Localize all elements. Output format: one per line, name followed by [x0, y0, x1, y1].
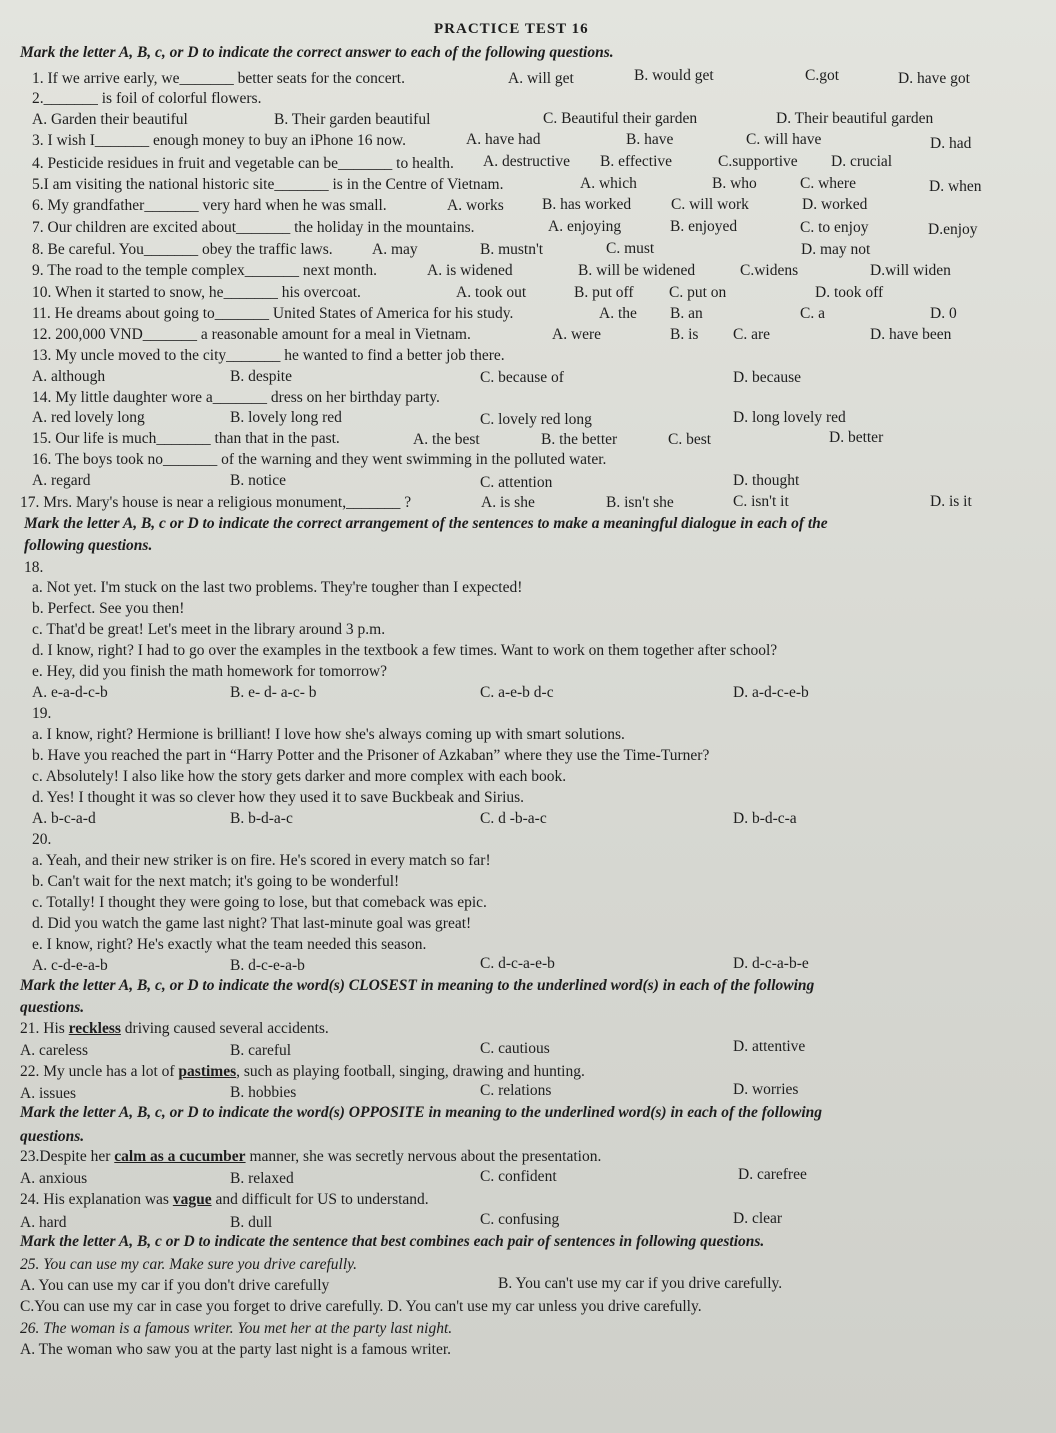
option-b[interactable]: B. dull — [230, 1214, 273, 1231]
question-stem: 11. He dreams about going to_______ United States of America for his study. — [32, 305, 514, 322]
option-a[interactable]: A. will get — [508, 70, 574, 87]
question-stem: 25. You can use my car. Make sure you drive carefully. — [20, 1256, 358, 1273]
option-c[interactable]: C. to enjoy — [800, 219, 869, 236]
stem-text: manner, she was secretly nervous about the presentation. — [245, 1148, 602, 1165]
dialogue-line: a. Yeah, and their new striker is on fire. He's scored in every match so far! — [32, 852, 491, 869]
section4-instruction: questions. — [20, 1128, 85, 1145]
option-a[interactable]: A. e-a-d-c-b — [32, 684, 108, 701]
option-b[interactable]: B. mustn't — [480, 241, 544, 258]
option-a[interactable]: A. may — [372, 241, 418, 258]
section2-instruction: Mark the letter A, B, c or D to indicate the correct arrangement of the sentences to make a meaningful dialogue in each of the — [24, 515, 828, 532]
option-a[interactable]: A. is widened — [427, 262, 513, 279]
dialogue-line: d. I know, right? I had to go over the examples in the textbook a few times. Want to work on them together after school? — [32, 642, 778, 659]
option-c[interactable]: C. d -b-a-c — [480, 810, 547, 827]
option-d[interactable]: D. worked — [802, 196, 868, 213]
option-c[interactable]: C. are — [733, 326, 771, 343]
option-c[interactable]: C. lovely red long — [480, 411, 592, 428]
stem-text: 23.Despite her — [20, 1148, 115, 1165]
option-d[interactable]: D. crucial — [831, 153, 893, 170]
underlined-word: vague — [172, 1191, 212, 1208]
question-stem: 26. The woman is a famous writer. You met her at the party last night. — [20, 1320, 453, 1337]
section4-instruction: Mark the letter A, B, c, or D to indicate the word(s) OPPOSITE in meaning to the underlined word(s) in each of the following — [20, 1104, 823, 1121]
section5-instruction: Mark the letter A, B, c or D to indicate the sentence that best combines each pair of sentences in following questions. — [20, 1233, 765, 1250]
option-b[interactable]: B. isn't she — [606, 494, 674, 511]
option-d[interactable]: D. may not — [801, 241, 871, 258]
option-d[interactable]: D. clear — [733, 1210, 783, 1227]
page-title: PRACTICE TEST 16 — [434, 21, 589, 37]
option-a[interactable]: A. The woman who saw you at the party last night is a famous writer. — [20, 1341, 452, 1358]
stem-text: driving caused several accidents. — [120, 1020, 329, 1037]
option-a[interactable]: A. issues — [20, 1085, 76, 1102]
stem-text: 21. His — [20, 1020, 69, 1037]
option-d[interactable]: D. carefree — [738, 1166, 807, 1183]
dialogue-line: e. Hey, did you finish the math homework for tomorrow? — [32, 663, 387, 680]
option-b[interactable]: B. effective — [600, 153, 673, 170]
question-stem: 7. Our children are excited about_______ the holiday in the mountains. — [32, 219, 475, 236]
question-stem: 2._______ is foil of colorful flowers. — [32, 90, 262, 107]
option-d[interactable]: D.will widen — [870, 262, 951, 279]
option-d[interactable]: D. is it — [930, 493, 972, 510]
option-c[interactable]: C. confident — [480, 1168, 557, 1185]
option-b[interactable]: B. has worked — [542, 196, 632, 213]
question-stem: 4. Pesticide residues in fruit and vegetable can be_______ to health. — [32, 155, 454, 172]
option-c[interactable]: C. a — [800, 305, 825, 322]
question-stem: 17. Mrs. Mary's house is near a religious monument,_______ ? — [20, 494, 412, 511]
question-number: 19. — [32, 705, 52, 722]
option-d[interactable]: D. Their beautiful garden — [776, 110, 934, 127]
question-stem — [20, 1020, 329, 1038]
dialogue-line: c. Totally! I thought they were going to lose, but that comeback was epic. — [32, 894, 487, 911]
question-number: 20. — [32, 831, 52, 848]
dialogue-line: a. Not yet. I'm stuck on the last two problems. They're tougher than I expected! — [32, 579, 523, 596]
section3-instruction: questions. — [20, 999, 85, 1016]
option-b[interactable]: B. careful — [230, 1042, 292, 1059]
option-d[interactable]: D. had — [930, 135, 972, 152]
option-b[interactable]: B. relaxed — [230, 1170, 294, 1187]
dialogue-line: c. That'd be great! Let's meet in the library around 3 p.m. — [32, 621, 386, 638]
option-a[interactable]: A. careless — [20, 1042, 88, 1059]
option-d[interactable]: D. because — [733, 369, 801, 386]
option-a[interactable]: A. c-d-e-a-b — [32, 957, 108, 974]
section2-instruction: following questions. — [24, 537, 153, 554]
option-c[interactable]: C. best — [668, 431, 712, 448]
option-a[interactable]: A. the best — [413, 431, 480, 448]
option-d[interactable]: D. have got — [898, 70, 970, 87]
option-b[interactable]: B. Their garden beautiful — [274, 111, 431, 128]
option-a[interactable]: A. enjoying — [548, 218, 622, 235]
question-stem: 9. The road to the temple complex_______ next month. — [32, 262, 377, 279]
option-d[interactable]: D. attentive — [733, 1038, 806, 1055]
section3-instruction: Mark the letter A, B, c, or D to indicate the word(s) CLOSEST in meaning to the underlined word(s) in each of the following — [20, 977, 815, 994]
option-a[interactable]: A. have had — [466, 131, 541, 148]
dialogue-line: d. Yes! I thought it was so clever how they used it to save Buckbeak and Sirius. — [32, 789, 525, 806]
option-a[interactable]: A. which — [580, 175, 637, 192]
question-stem: 12. 200,000 VND_______ a reasonable amount for a meal in Vietnam. — [32, 326, 471, 343]
option-b[interactable]: B. would get — [634, 67, 714, 84]
question-stem — [20, 1148, 601, 1166]
option-c[interactable]: C.got — [805, 67, 840, 84]
option-b[interactable]: B. You can't use my car if you drive carefully. — [498, 1275, 783, 1292]
option-b[interactable]: B. will be widened — [578, 262, 696, 279]
option-d[interactable]: D. 0 — [930, 305, 957, 322]
option-d[interactable]: D. took off — [815, 284, 884, 301]
option-d[interactable]: D.enjoy — [928, 221, 978, 238]
question-stem: 6. My grandfather_______ very hard when he was small. — [32, 197, 387, 214]
option-c[interactable]: C. will work — [671, 196, 749, 213]
question-stem: 14. My little daughter wore a_______ dress on her birthday party. — [32, 389, 440, 406]
option-c[interactable]: C. confusing — [480, 1211, 560, 1228]
option-b[interactable]: B. who — [712, 175, 757, 192]
stem-text: 22. My uncle has a lot of — [20, 1063, 179, 1080]
option-b[interactable]: B. the better — [541, 431, 618, 448]
option-a[interactable]: A. regard — [32, 472, 91, 489]
option-c[interactable]: C. attention — [480, 474, 553, 491]
option-c[interactable]: C. Beautiful their garden — [543, 110, 698, 127]
option-b[interactable]: B. despite — [230, 368, 292, 385]
option-d[interactable]: D. b-d-c-a — [733, 810, 797, 827]
option-d[interactable]: D. have been — [870, 326, 952, 343]
option-d[interactable]: D. long lovely red — [733, 409, 846, 426]
option-a[interactable]: A. anxious — [20, 1170, 88, 1187]
option-a[interactable]: A. hard — [20, 1214, 67, 1231]
option-b[interactable]: B. an — [670, 305, 703, 322]
stem-text: , such as playing football, singing, drawing and hunting. — [236, 1063, 585, 1080]
option-c[interactable]: C. where — [800, 175, 856, 192]
option-a[interactable]: A. destructive — [483, 153, 570, 170]
option-c[interactable]: C.supportive — [718, 153, 798, 170]
option-b[interactable]: B. b-d-a-c — [230, 810, 293, 827]
option-c[interactable]: C. will have — [746, 131, 822, 148]
option-a[interactable]: A. is she — [481, 494, 535, 511]
underlined-word: reckless — [68, 1020, 121, 1037]
stem-text: and difficult for US to understand. — [211, 1191, 429, 1208]
question-stem — [20, 1063, 585, 1081]
underlined-word: pastimes — [178, 1063, 237, 1080]
question-stem: 1. If we arrive early, we_______ better seats for the concert. — [32, 70, 405, 87]
option-c[interactable]: C. d-c-a-e-b — [480, 955, 555, 972]
option-c[interactable]: C. isn't it — [733, 493, 789, 510]
option-b[interactable]: B. notice — [230, 472, 286, 489]
dialogue-line: d. Did you watch the game last night? That last-minute goal was great! — [32, 915, 472, 932]
option-a[interactable]: A. were — [552, 326, 602, 343]
question-stem: 5.I am visiting the national historic site_______ is in the Centre of Vietnam. — [32, 176, 504, 193]
option-d[interactable]: D. worries — [733, 1081, 799, 1098]
option-a[interactable]: A. Garden their beautiful — [32, 111, 188, 128]
option-a[interactable]: A. b-c-a-d — [32, 810, 96, 827]
option-c[interactable]: C. because of — [480, 369, 564, 386]
option-b[interactable]: B. have — [626, 131, 674, 148]
question-stem: 15. Our life is much_______ than that in the past. — [32, 430, 340, 447]
option-a[interactable]: A. the — [599, 305, 637, 322]
option-b[interactable]: B. is — [670, 326, 699, 343]
underlined-word: calm as a cucumber — [114, 1148, 246, 1165]
dialogue-line: c. Absolutely! I also like how the story gets darker and more complex with each book. — [32, 768, 567, 785]
option-b[interactable]: B. d-c-e-a-b — [230, 957, 305, 974]
option-c[interactable]: C. cautious — [480, 1040, 550, 1057]
question-stem: 3. I wish I_______ enough money to buy an iPhone 16 now. — [32, 132, 406, 149]
option-c-d[interactable]: C.You can use my car in case you forget to drive carefully. D. You can't use my car unless you drive carefully. — [20, 1298, 702, 1315]
option-c[interactable]: C. put on — [669, 284, 727, 301]
section1-instruction: Mark the letter A, B, c, or D to indicate the correct answer to each of the following questions. — [20, 44, 614, 61]
option-b[interactable]: B. lovely long red — [230, 409, 342, 426]
option-d[interactable]: D. when — [929, 178, 982, 195]
dialogue-line: a. I know, right? Hermione is brilliant! I love how she's always coming up with smart solutions. — [32, 726, 625, 743]
dialogue-line: b. Can't wait for the next match; it's going to be wonderful! — [32, 873, 400, 890]
option-d[interactable]: D. d-c-a-b-e — [733, 955, 809, 972]
option-b[interactable]: B. put off — [574, 284, 634, 301]
stem-text: 24. His explanation was — [20, 1191, 173, 1208]
dialogue-line: e. I know, right? He's exactly what the team needed this season. — [32, 936, 427, 953]
question-stem: 8. Be careful. You_______ obey the traffic laws. — [32, 241, 333, 258]
question-stem: 16. The boys took no_______ of the warning and they went swimming in the polluted water. — [32, 451, 607, 468]
dialogue-line: b. Have you reached the part in “Harry Potter and the Prisoner of Azkaban” where they use the Time-Turner? — [32, 747, 710, 764]
question-number: 18. — [24, 559, 44, 576]
option-d[interactable]: D. a-d-c-e-b — [733, 684, 809, 701]
option-c[interactable]: C. a-e-b d-c — [480, 684, 554, 701]
option-c[interactable]: C. relations — [480, 1082, 552, 1099]
option-d[interactable]: D. thought — [733, 472, 800, 489]
dialogue-line: b. Perfect. See you then! — [32, 600, 185, 617]
option-c[interactable]: C. must — [606, 240, 655, 257]
option-a[interactable]: A. although — [32, 368, 106, 385]
question-stem: 10. When it started to snow, he_______ his overcoat. — [32, 284, 361, 301]
option-a[interactable]: A. You can use my car if you don't drive carefully — [20, 1277, 330, 1294]
question-stem — [20, 1191, 429, 1209]
option-d[interactable]: D. better — [829, 429, 884, 446]
option-a[interactable]: A. works — [447, 197, 504, 214]
option-a[interactable]: A. red lovely long — [32, 409, 145, 426]
option-c[interactable]: C.widens — [740, 262, 799, 279]
option-b[interactable]: B. e- d- a-c- b — [230, 684, 317, 701]
option-a[interactable]: A. took out — [456, 284, 527, 301]
question-stem: 13. My uncle moved to the city_______ he wanted to find a better job there. — [32, 347, 505, 364]
option-b[interactable]: B. enjoyed — [670, 218, 738, 235]
option-b[interactable]: B. hobbies — [230, 1084, 297, 1101]
